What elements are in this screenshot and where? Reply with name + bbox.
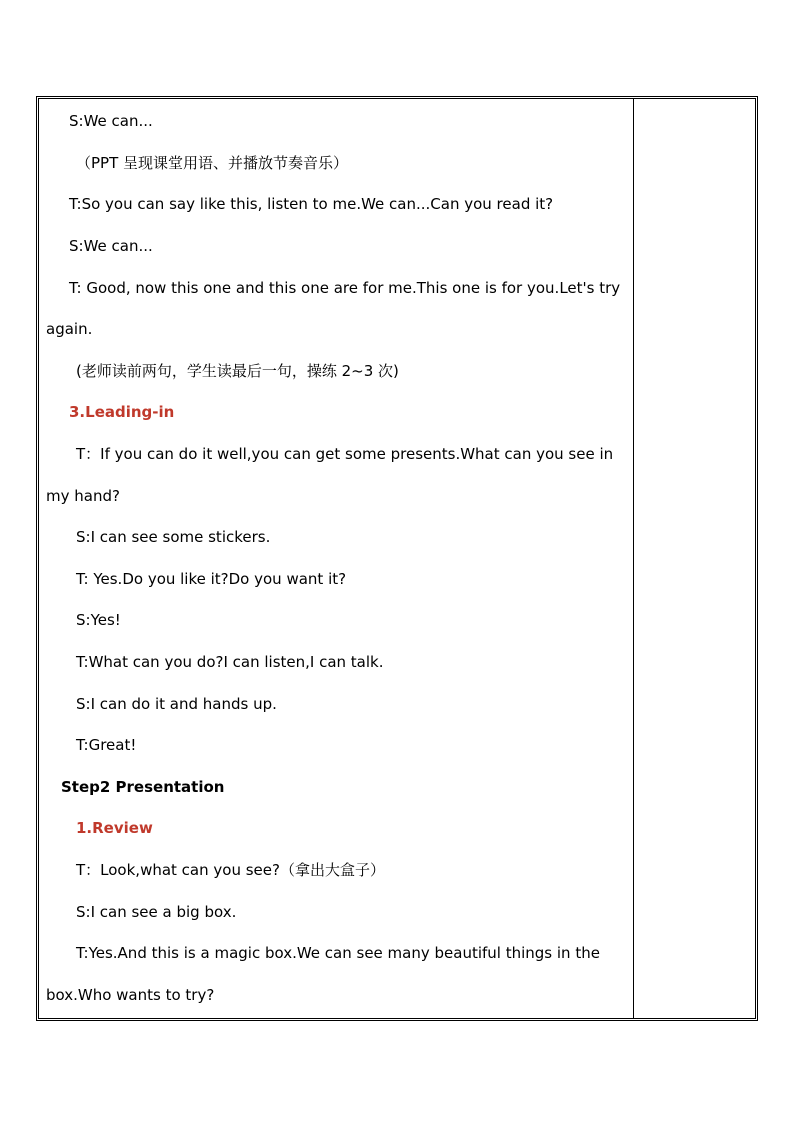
dialogue-line: S:I can see a big box. [76, 903, 237, 921]
dialogue-line: T:Great! [76, 736, 137, 754]
section-heading-review: 1.Review [76, 819, 153, 837]
dialogue-line: T：If you can do it well,you can get some presents.What can you see in [76, 445, 614, 463]
dialogue-line: T: Yes.Do you like it?Do you want it? [76, 570, 347, 588]
dialogue-line: T: Good, now this one and this one are for me.This one is for you.Let's try [69, 279, 621, 297]
dialogue-line: S:I can see some stickers. [76, 528, 271, 546]
dialogue-line: box.Who wants to try? [46, 986, 215, 1004]
step-heading: Step2 Presentation [61, 778, 225, 796]
section-heading-leading-in: 3.Leading-in [69, 403, 175, 421]
dialogue-line: T：Look,what can you see?（拿出大盒子） [76, 861, 385, 879]
dialogue-line: S:Yes! [76, 611, 121, 629]
dialogue-line: my hand? [46, 487, 120, 505]
dialogue-line: again. [46, 320, 93, 338]
dialogue-line: S:I can do it and hands up. [76, 695, 277, 713]
dialogue-line: T:Yes.And this is a magic box.We can see many beautiful things in the [76, 944, 600, 962]
column-divider [633, 98, 634, 1019]
dialogue-line: T:What can you do?I can listen,I can talk. [76, 653, 384, 671]
stage-note: (老师读前两句，学生读最后一句，操练 2~3 次) [76, 362, 399, 380]
dialogue-line: S:We can... [69, 237, 153, 255]
dialogue-line: S:We can... [69, 112, 153, 130]
dialogue-line: T:So you can say like this, listen to me.We can...Can you read it? [69, 195, 554, 213]
stage-note: （PPT 呈现课堂用语、并播放节奏音乐） [76, 154, 349, 172]
lesson-table [36, 96, 758, 1021]
